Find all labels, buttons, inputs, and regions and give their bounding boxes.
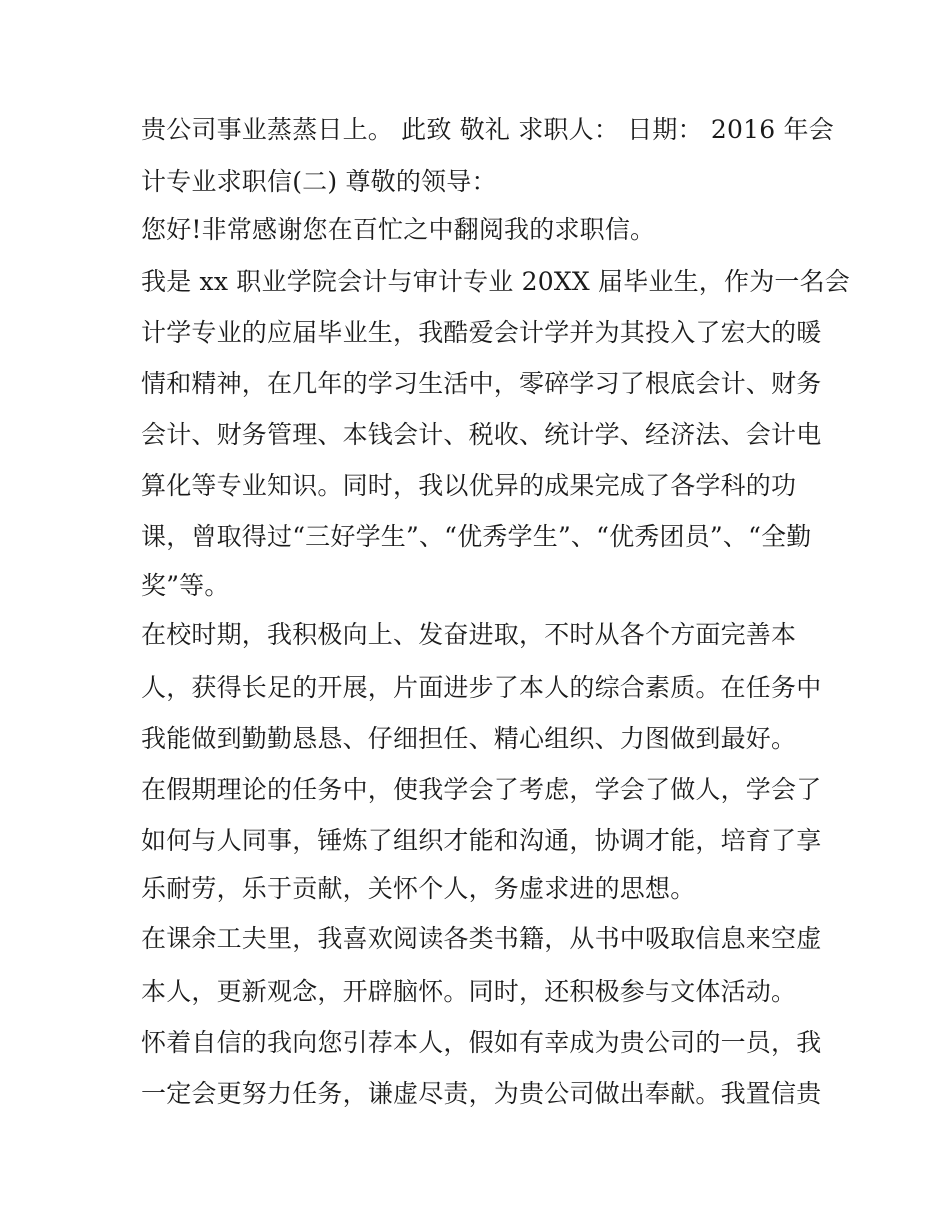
text-line-5: 计学专业的应届毕业生，我酷爱会计学并为其投入了宏大的暖 bbox=[141, 318, 822, 347]
text-line-7: 会计、财务管理、本钱会计、税收、统计学、经济法、会计电 bbox=[141, 420, 822, 449]
text-line-17: 在课余工夫里，我喜欢阅读各类书籍，从书中吸取信息来空虚 bbox=[141, 924, 822, 953]
text-line-1: 贵公司事业蒸蒸日上。 此致 敬礼 求职人： 日期： 2016 年会 bbox=[141, 115, 834, 144]
text-line-9: 课，曾取得过“三好学生”、“优秀学生”、“优秀团员”、“全勤 bbox=[141, 522, 812, 551]
text-line-12: 人，获得长足的开展，片面进步了本人的综合素质。在任务中 bbox=[141, 673, 822, 702]
text-line-16: 乐耐劳，乐于贡献，关怀个人，务虚求进的思想。 bbox=[141, 874, 696, 903]
text-line-10: 奖”等。 bbox=[141, 571, 230, 600]
text-line-20: 一定会更努力任务，谦虚尽责，为贵公司做出奉献。我置信贵 bbox=[141, 1079, 822, 1108]
text-line-13: 我能做到勤勤恳恳、仔细担任、精心组织、力图做到最好。 bbox=[141, 724, 797, 753]
text-line-6: 情和精神，在几年的学习生活中，零碎学习了根底会计、财务 bbox=[141, 369, 822, 398]
text-line-14: 在假期理论的任务中，使我学会了考虑，学会了做人，学会了 bbox=[141, 775, 822, 804]
text-line-11: 在校时期，我积极向上、发奋进取，不时从各个方面完善本 bbox=[141, 620, 797, 649]
text-line-19: 怀着自信的我向您引荐本人，假如有幸成为贵公司的一员，我 bbox=[141, 1028, 822, 1057]
text-line-3: 您好!非常感谢您在百忙之中翻阅我的求职信。 bbox=[141, 215, 656, 244]
text-line-8: 算化等专业知识。同时，我以优异的成果完成了各学科的功 bbox=[141, 471, 797, 500]
text-line-15: 如何与人同事，锤炼了组织才能和沟通，协调才能，培育了享 bbox=[141, 826, 822, 855]
text-line-4: 我是 xx 职业学院会计与审计专业 20XX 届毕业生，作为一名会 bbox=[141, 267, 850, 296]
text-line-2: 计专业求职信(二) 尊敬的领导： bbox=[141, 167, 497, 196]
text-line-18: 本人，更新观念，开辟脑怀。同时，还积极参与文体活动。 bbox=[141, 977, 797, 1006]
